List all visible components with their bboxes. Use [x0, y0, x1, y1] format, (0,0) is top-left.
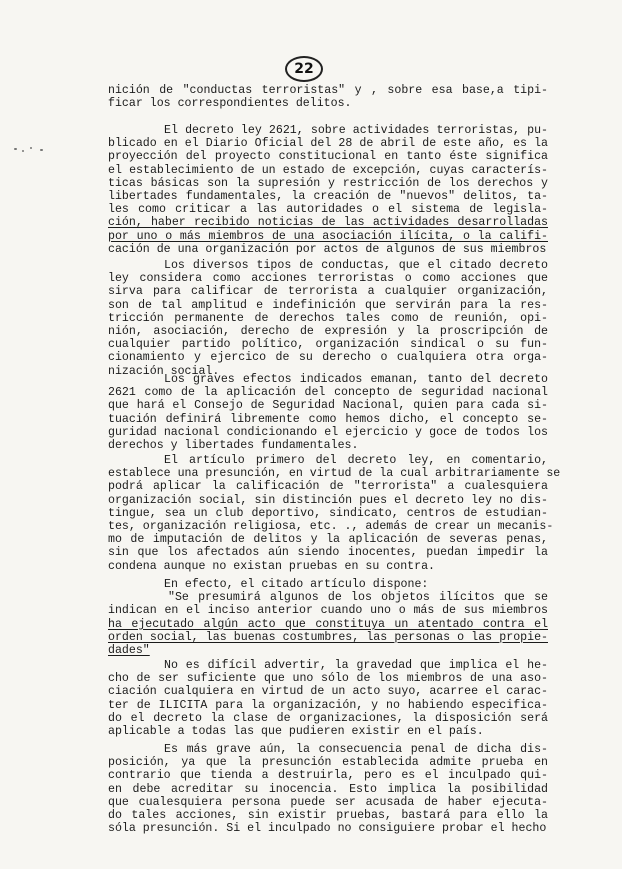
text-line: cho de ser suficiente que uno sólo de los miembros de una aso- — [108, 672, 548, 686]
text-line: dades" — [108, 644, 150, 657]
text-line: por uno o más miembros de una asociación ilícita, o la califi- — [108, 229, 548, 243]
text-line: do el decreto la clase de organizaciones, la disposición será — [108, 711, 548, 725]
text-line: El artículo primero del decreto ley, en comentario, — [164, 454, 548, 467]
text-line: derechos y libertades fundamentales. — [108, 439, 359, 452]
text-line: sin que los afectados aún siendo inocentes, puedan impedir la — [108, 546, 548, 560]
text-line: tuación definirá libremente como hemos dicho, el concepto se- — [108, 412, 548, 426]
text-line: mo de imputación de delitos y la aplicación de severas penas, — [108, 533, 548, 547]
scan-speck — [14, 148, 17, 150]
text-line: organización social, sin distinción pues el decreto ley no dis- — [108, 493, 548, 507]
text-line: ciación cualquiera en virtud de un acto suyo, acarree el carac- — [108, 685, 548, 699]
text-line: cionamiento y ejercico de su derecho o cualquiera otra orga- — [108, 351, 548, 365]
text-line: nización social. — [108, 364, 220, 378]
text-line: Los graves efectos indicados emanan, tanto del decreto — [164, 373, 548, 386]
text-line: No es difícil advertir, la gravedad que implica el he- — [164, 659, 548, 672]
text-line: indican en el inciso anterior cuando uno o más de sus miembros — [108, 604, 548, 618]
text-line: El decreto ley 2621, sobre actividades terroristas, pu- — [164, 124, 548, 137]
text-line: ley considera como acciones terroristas o como acciones que — [108, 272, 548, 286]
text-line: sirva para calificar de terrorista a cualquier organización, — [108, 285, 548, 299]
text-line: establece una presunción, en virtud de la cual arbitrariamente se — [108, 467, 561, 481]
text-line: les como criticar a las autoridades o el sistema de legisla- — [108, 203, 548, 217]
text-line: ha ejecutado algún acto que constituya un atentado contra el — [108, 617, 548, 631]
text-line: aplicable a todas las que pudieren existir en el país. — [108, 725, 484, 738]
text-line: tricción permanente de derechos tales como de reunión, opi- — [108, 311, 548, 325]
text-line: guridad nacional condicionando el ejercicio y goce de todos los — [108, 425, 548, 439]
text-line: podrá aplicar la calificación de "terrorista" a cualesquiera — [108, 480, 548, 494]
text-line: contrario que tienda a destruirla, pero es el inculpado qui- — [108, 769, 548, 783]
page-number: 22 — [285, 56, 323, 82]
text-line: nición de "conductas terroristas" y , sobre esa base,a tipi- — [108, 84, 548, 97]
text-line: son de tal amplitud e indefinición que servirán para la res- — [108, 298, 548, 312]
text-line: ficar los correspondientes delitos. — [108, 97, 352, 111]
text-line: el establecimiento de un estado de excepción, cuyas caracterís- — [108, 163, 548, 177]
text-line: ter de ILICITA para la organización, y no habiendo especifica- — [108, 698, 548, 712]
text-line: nión, asociación, derecho de expresión y la proscripción de — [108, 325, 548, 338]
text-line: orden social, las buenas costumbres, las personas o las propie- — [108, 630, 548, 644]
text-line: sóla presunción. Si el inculpado no consiguiere probar el hecho — [108, 822, 547, 836]
text-line: do tales acciones, sin existir pruebas, bastará para ello la — [108, 809, 548, 822]
scan-speck — [22, 150, 24, 152]
text-line: que hará el Consejo de Seguridad Nacional, quien para cada si- — [108, 399, 548, 413]
text-line: 2621 como de la aplicación del concepto de seguridad nacional — [108, 386, 548, 400]
text-line: ticas básicas son la supresión y restricción de los derechos y — [108, 176, 548, 190]
text-line: cación de una organización por actos de algunos de sus miembros — [108, 242, 547, 256]
text-line: Los diversos tipos de conductas, que el citado decreto — [164, 259, 548, 272]
text-line: que cualesquiera persona puede ser acusada de haber ejecuta- — [108, 795, 548, 809]
text-line: condena aunque no existan pruebas en su contra. — [108, 559, 435, 573]
text-line: En efecto, el citado artículo dispone: — [164, 578, 429, 591]
text-line: cualquier partido político, organización sindical o su fun- — [108, 338, 548, 352]
text-line: Es más grave aún, la consecuencia penal de dicha dis- — [164, 743, 548, 756]
text-line: "Se presumirá algunos de los objetos ilícitos que se — [168, 591, 548, 605]
scan-speck — [30, 147, 32, 149]
text-line: tes, organización religiosa, etc. ., además de crear un mecanis- — [108, 520, 554, 533]
text-line: posición, ya que la presunción establecida admite prueba en — [108, 756, 548, 770]
text-line: proyección del proyecto constitucional en tanto éste significa — [108, 150, 548, 164]
text-line: libertades fundamentales, la creación de "nuevos" delitos, ta- — [108, 190, 548, 203]
text-line: blicado en el Diario Oficial del 28 de abril de este año, es la — [108, 137, 548, 151]
text-line: ción, haber recibido noticias de las actividades desarrolladas — [108, 216, 548, 230]
scan-speck — [40, 149, 43, 151]
text-line: tingue, sea un club deportivo, sindicato, centros de estudian- — [108, 506, 548, 520]
text-line: en debe acreditar su inocencia. Esto implica la posibilidad — [108, 782, 548, 796]
